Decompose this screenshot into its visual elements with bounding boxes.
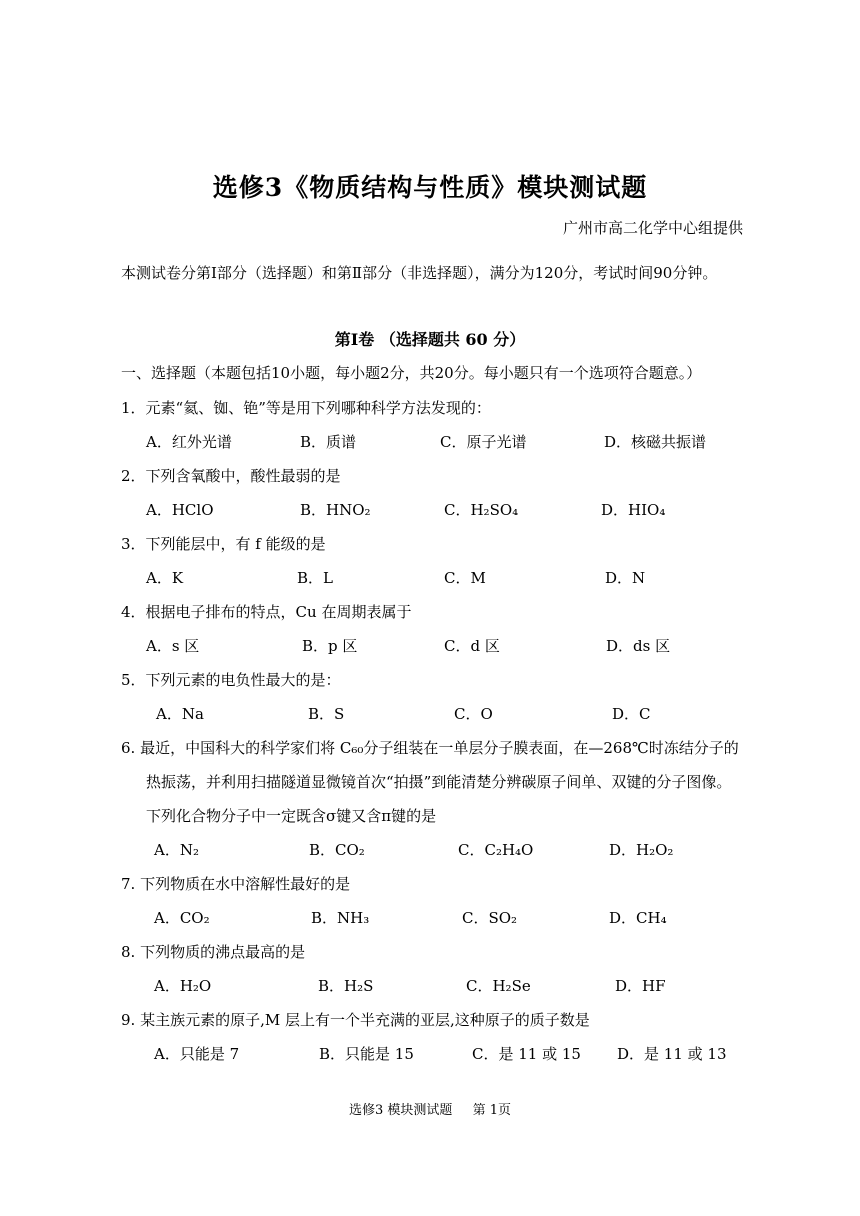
provider-credit: 广州市高二化学中心组提供 (562, 219, 743, 237)
option-d: D．C (612, 705, 651, 723)
option-a: A．CO₂ (154, 909, 210, 927)
option-b: B．CO₂ (309, 841, 365, 859)
question-stem: 2．下列含氧酸中，酸性最弱的是 (121, 467, 341, 485)
option-a: A．Na (156, 705, 204, 723)
option-b: B．只能是 15 (319, 1045, 414, 1063)
footer-document-name: 选修3 模块测试题 (349, 1103, 453, 1118)
option-c: C．C₂H₄O (458, 841, 534, 859)
option-a: A．K (146, 569, 184, 587)
option-b: B．H₂S (318, 977, 374, 995)
option-c: C．M (444, 569, 486, 587)
option-d: D．H₂O₂ (609, 841, 674, 859)
option-d: D．是 11 或 13 (617, 1045, 727, 1063)
option-b: B．HNO₂ (300, 501, 371, 519)
question-stem: 6. 最近，中国科大的科学家们将 C₆₀分子组装在一单层分子膜表面，在—268℃时冻结分子的 (121, 739, 739, 757)
part-instruction: 一、选择题（本题包括10小题，每小题2分，共20分。每小题只有一个选项符合题意。） (121, 364, 702, 382)
option-b: B．L (297, 569, 333, 587)
option-a: A．H₂O (154, 977, 212, 995)
option-c: C．原子光谱 (440, 433, 527, 451)
question-stem-continued: 热振荡，并利用扫描隧道显微镜首次“拍摄”到能清楚分辨碳原子间单、双键的分子图像。 (146, 773, 732, 791)
option-c: C．d 区 (444, 637, 500, 655)
option-d: D．HF (615, 977, 666, 995)
question-stem-continued: 下列化合物分子中一定既含σ键又含π键的是 (146, 807, 437, 825)
option-c: C．是 11 或 15 (472, 1045, 581, 1063)
option-b: B．质谱 (300, 433, 357, 451)
question-stem: 5．下列元素的电负性最大的是： (121, 671, 341, 689)
question-stem: 3．下列能层中，有 f 能级的是 (121, 535, 326, 553)
option-a: A．红外光谱 (146, 433, 232, 451)
option-b: B．p 区 (302, 637, 358, 655)
option-c: C．H₂Se (466, 977, 531, 995)
option-c: C．H₂SO₄ (444, 501, 519, 519)
section-title: 第Ⅰ卷 （选择题共 60 分） (334, 330, 526, 349)
option-a: A．s 区 (146, 637, 200, 655)
question-stem: 9. 某主族元素的原子,M 层上有一个半充满的亚层,这种原子的质子数是 (121, 1011, 590, 1029)
option-b: B．S (308, 705, 345, 723)
option-d: D．ds 区 (606, 637, 671, 655)
question-stem: 8. 下列物质的沸点最高的是 (121, 943, 306, 961)
option-d: D．HIO₄ (601, 501, 666, 519)
question-stem: 4．根据电子排布的特点，Cu 在周期表属于 (121, 603, 412, 621)
option-a: A．N₂ (154, 841, 199, 859)
option-c: C．O (454, 705, 493, 723)
option-a: A．只能是 7 (154, 1045, 240, 1063)
question-stem: 1．元素“氦、铷、铯”等是用下列哪种科学方法发现的： (121, 399, 491, 417)
option-d: D．N (605, 569, 646, 587)
option-d: D．核磁共振谱 (604, 433, 707, 451)
option-d: D．CH₄ (609, 909, 667, 927)
option-b: B．NH₃ (311, 909, 370, 927)
option-c: C．SO₂ (462, 909, 518, 927)
page-number: 第 1页 (472, 1103, 511, 1118)
page-footer (0, 1099, 860, 1118)
option-a: A．HClO (146, 501, 214, 519)
exam-intro: 本测试卷分第Ⅰ部分（选择题）和第Ⅱ部分（非选择题），满分为120分，考试时间90分钟。 (121, 264, 718, 282)
document-title: 选修3《物质结构与性质》模块测试题 (212, 173, 648, 202)
question-stem: 7. 下列物质在水中溶解性最好的是 (121, 875, 351, 893)
